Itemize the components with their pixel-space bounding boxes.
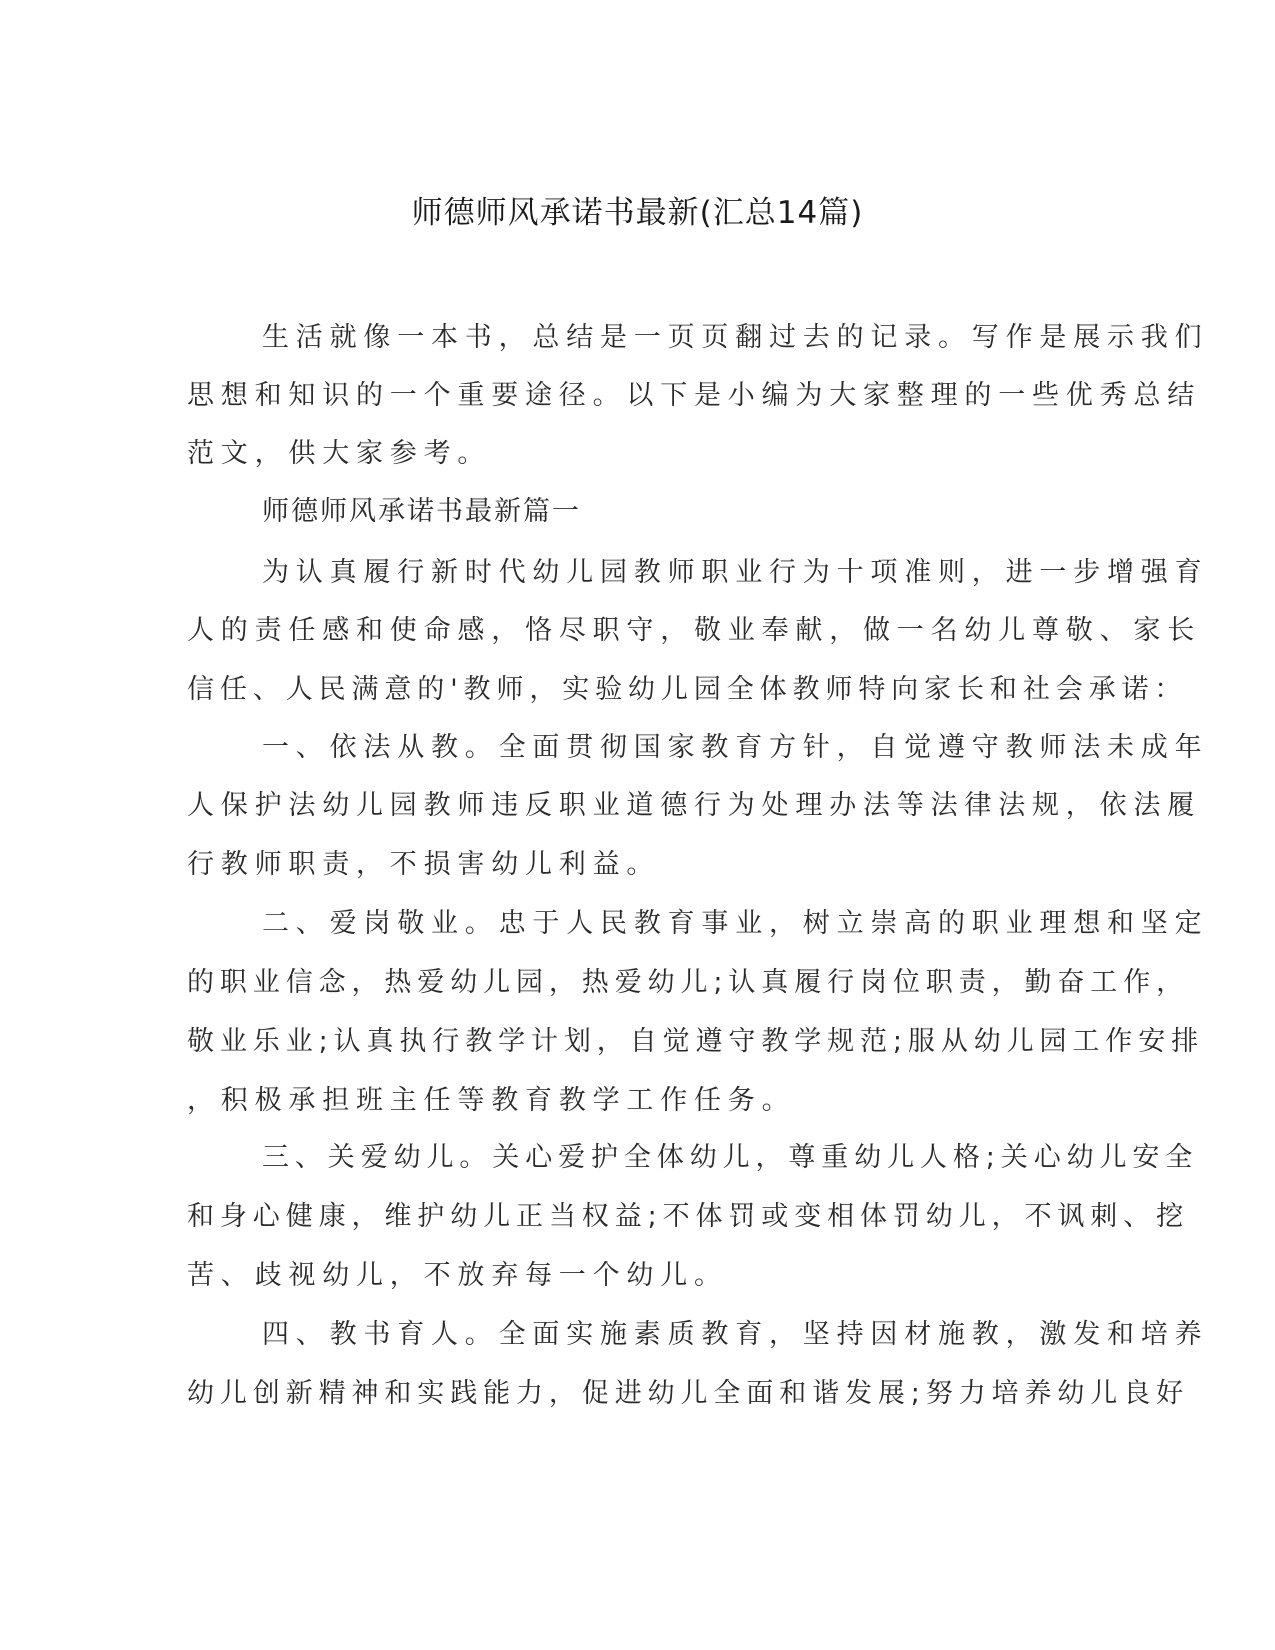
document-title: 师德师风承诺书最新(汇总14篇) bbox=[411, 195, 864, 231]
item2-line-2: 的职业信念，热爱幼儿园，热爱幼儿;认真履行岗位职责，勤奋工作， bbox=[187, 967, 1189, 998]
item3-line-3: 苦、歧视幼儿，不放弃每一个幼儿。 bbox=[187, 1260, 728, 1291]
intro-line-1: 生活就像一本书，总结是一页页翻过去的记录。写作是展示我们 bbox=[262, 322, 1209, 353]
item1-line-2: 人保护法幼儿园教师违反职业道德行为处理办法等法律法规，依法履 bbox=[187, 790, 1201, 821]
item3-line-1: 三、关爱幼儿。关心爱护全体幼儿，尊重幼儿人格;关心幼儿安全 bbox=[262, 1142, 1199, 1173]
item2-line-4: ，积极承担班主任等教育教学工作任务。 bbox=[187, 1085, 796, 1116]
section-heading: 师德师风承诺书最新篇一 bbox=[262, 496, 581, 527]
item2-line-3: 敬业乐业;认真执行教学计划，自觉遵守教学规范;服从幼儿园工作安排 bbox=[187, 1026, 1204, 1057]
para1-line-2: 人的责任感和使命感，恪尽职守，敬业奉献，做一名幼儿尊敬、家长 bbox=[187, 615, 1201, 646]
item4-line-2: 幼儿创新精神和实践能力，促进幼儿全面和谐发展;努力培养幼儿良好 bbox=[187, 1378, 1189, 1409]
item1-line-3: 行教师职责，不损害幼儿利益。 bbox=[187, 849, 661, 880]
item3-line-2: 和身心健康，维护幼儿正当权益;不体罚或变相体罚幼儿，不讽刺、挖 bbox=[187, 1201, 1189, 1232]
item2-line-1: 二、爱岗敬业。忠于人民教育事业，树立崇高的职业理想和坚定 bbox=[262, 908, 1209, 939]
para1-line-3: 信任、人民满意的'教师，实验幼儿园全体教师特向家长和社会承诺： bbox=[187, 674, 1188, 705]
item1-line-1: 一、依法从教。全面贯彻国家教育方针，自觉遵守教师法未成年 bbox=[262, 732, 1209, 763]
intro-line-3: 范文，供大家参考。 bbox=[187, 438, 492, 469]
para1-line-1: 为认真履行新时代幼儿园教师职业行为十项准则，进一步增强育 bbox=[262, 557, 1209, 588]
item4-line-1: 四、教书育人。全面实施素质教育，坚持因材施教，激发和培养 bbox=[262, 1319, 1209, 1350]
intro-line-2: 思想和知识的一个重要途径。以下是小编为大家整理的一些优秀总结 bbox=[187, 380, 1201, 411]
